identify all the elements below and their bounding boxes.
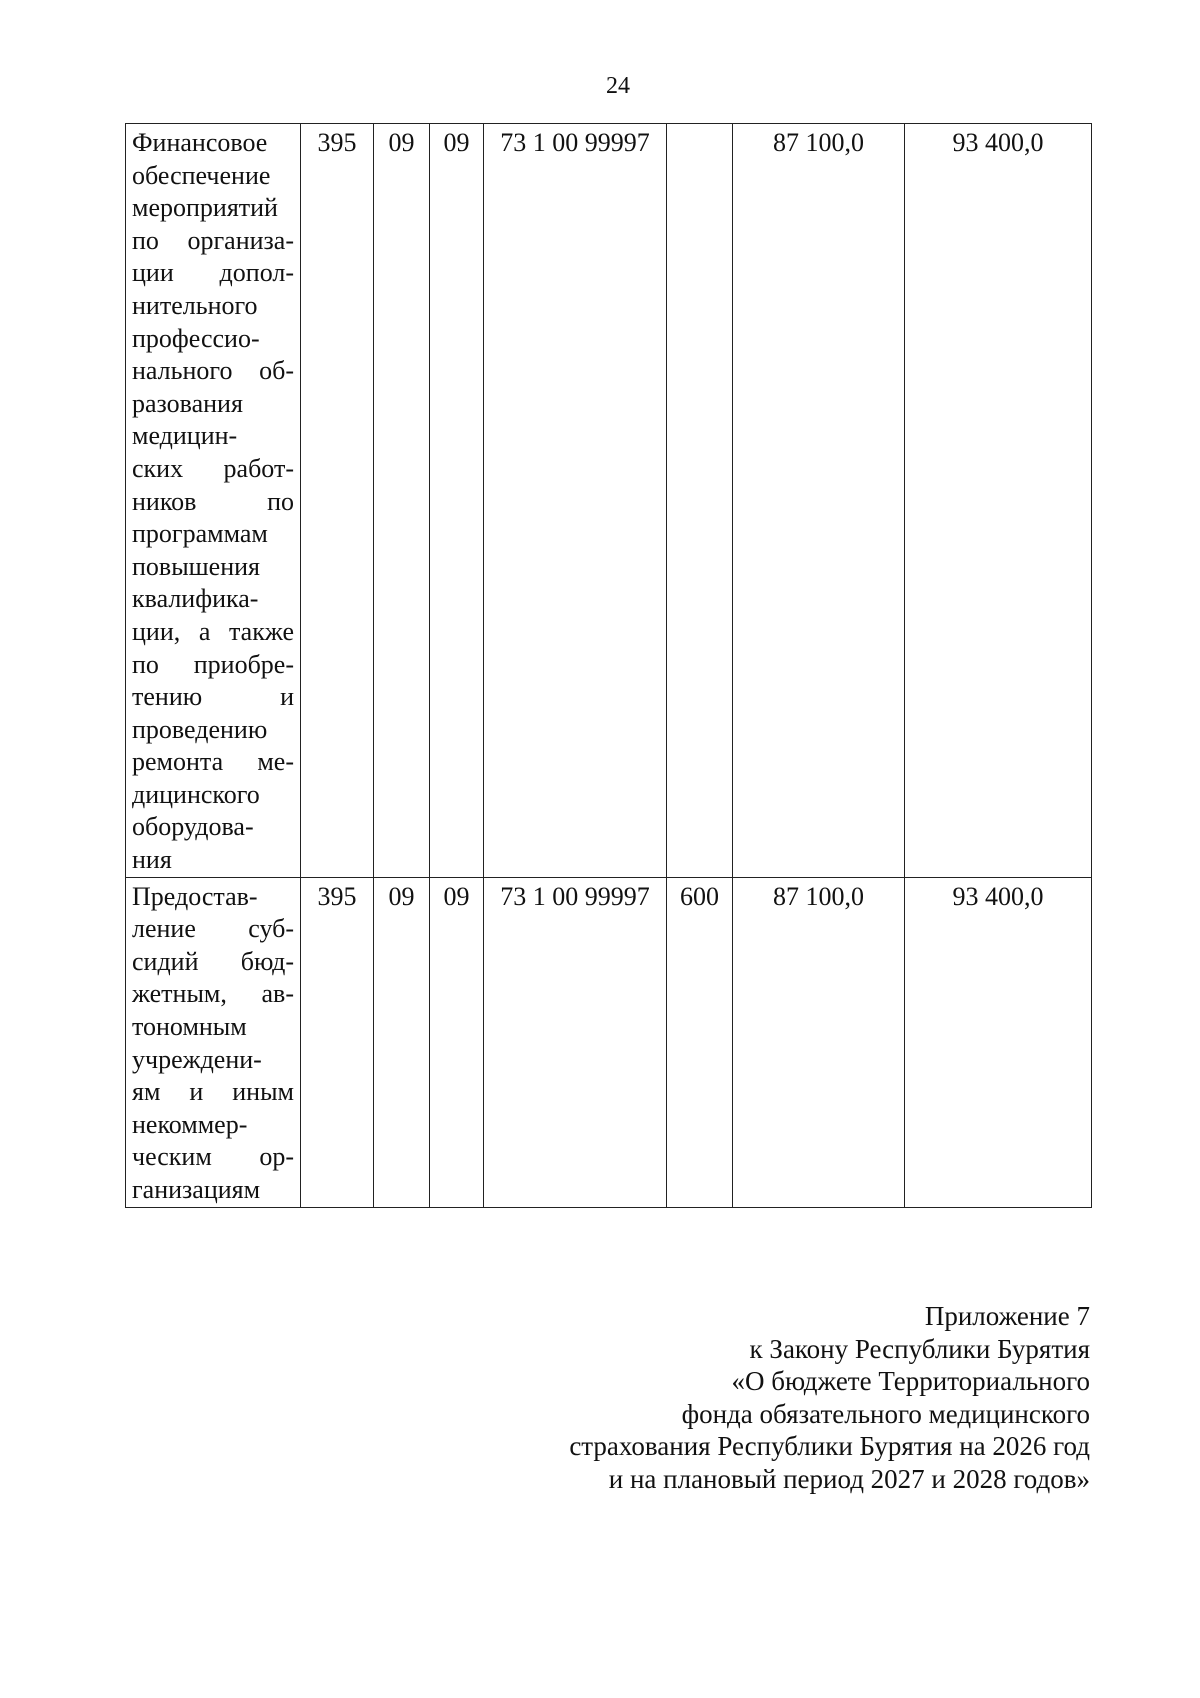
section-cell: 09 — [374, 124, 430, 878]
amount-year-2-cell: 93 400,0 — [905, 877, 1092, 1207]
budget-code-cell: 395 — [301, 877, 374, 1207]
item-name-line: ям и иным — [132, 1077, 294, 1107]
item-name-line: проведению — [132, 714, 268, 744]
item-name-line: ремонта ме- — [132, 747, 294, 777]
appendix-heading — [390, 1300, 1090, 1495]
budget-code-cell: 395 — [301, 124, 374, 878]
item-name-line: мероприятий — [132, 193, 278, 223]
item-name-line: профессио- — [132, 323, 260, 353]
item-name-line: разования — [132, 388, 243, 418]
item-name-line: по организа- — [132, 225, 294, 255]
item-name-line: ции допол- — [132, 258, 294, 288]
item-name-line: повышения — [132, 551, 261, 581]
amount-year-1-cell: 87 100,0 — [733, 877, 905, 1207]
amount-year-2-cell: 93 400,0 — [905, 124, 1092, 878]
appendix-line: фонда обязательного медицинского — [681, 1398, 1090, 1429]
item-name-line: ции, а также — [132, 616, 294, 646]
appendix-line: Приложение 7 — [924, 1301, 1090, 1331]
item-name-line: учреждени- — [132, 1044, 262, 1074]
appendix-line: «О бюджете Территориального — [731, 1366, 1090, 1396]
item-name-line: нительного — [132, 290, 258, 320]
item-name-line: оборудова- — [132, 812, 254, 842]
item-name-line: по приобре- — [132, 649, 294, 679]
expense-kind-cell: 600 — [667, 877, 733, 1207]
table-row — [126, 877, 1092, 1207]
appendix-line: страхования Республики Бурятия на 2026 год — [569, 1431, 1090, 1461]
item-name-line: Финансовое — [132, 128, 268, 157]
item-name-line: сидий бюд- — [132, 946, 294, 976]
item-name-line: Предостав- — [132, 881, 258, 911]
section-cell: 09 — [374, 877, 430, 1207]
item-name-line: квалифика- — [132, 584, 259, 614]
item-name-line: тению и — [132, 682, 294, 712]
item-name-line: некоммер- — [132, 1109, 248, 1139]
item-name-line: медицин- — [132, 421, 238, 451]
subsection-cell: 09 — [430, 124, 484, 878]
item-name-line: жетным, ав- — [132, 979, 294, 1009]
appendix-line: и на плановый период 2027 и 2028 годов» — [608, 1463, 1090, 1494]
subsection-cell: 09 — [430, 877, 484, 1207]
target-article-cell: 73 1 00 99997 — [484, 124, 667, 878]
target-article-cell: 73 1 00 99997 — [484, 877, 667, 1207]
page-number: 24 — [606, 73, 630, 99]
item-name-cell — [126, 124, 301, 878]
budget-table — [125, 123, 1092, 1208]
amount-year-1-cell: 87 100,0 — [733, 124, 905, 878]
table-row — [126, 124, 1092, 878]
item-name-line: ганизациям — [132, 1175, 261, 1204]
expense-kind-cell — [667, 124, 733, 878]
item-name-line: ских работ- — [132, 453, 294, 483]
item-name-line: программам — [132, 519, 268, 549]
item-name-line: тономным — [132, 1012, 247, 1042]
item-name-line: ление суб- — [132, 914, 294, 944]
item-name-cell — [126, 877, 301, 1207]
appendix-line: к Закону Республики Бурятия — [749, 1333, 1090, 1364]
item-name-line: обеспечение — [132, 160, 271, 190]
item-name-line: ния — [132, 845, 172, 875]
item-name-line: ников по — [132, 486, 294, 516]
item-name-line: дицинского — [132, 779, 260, 809]
item-name-line: ческим ор- — [132, 1142, 294, 1172]
item-name-line: нального об- — [132, 356, 294, 386]
